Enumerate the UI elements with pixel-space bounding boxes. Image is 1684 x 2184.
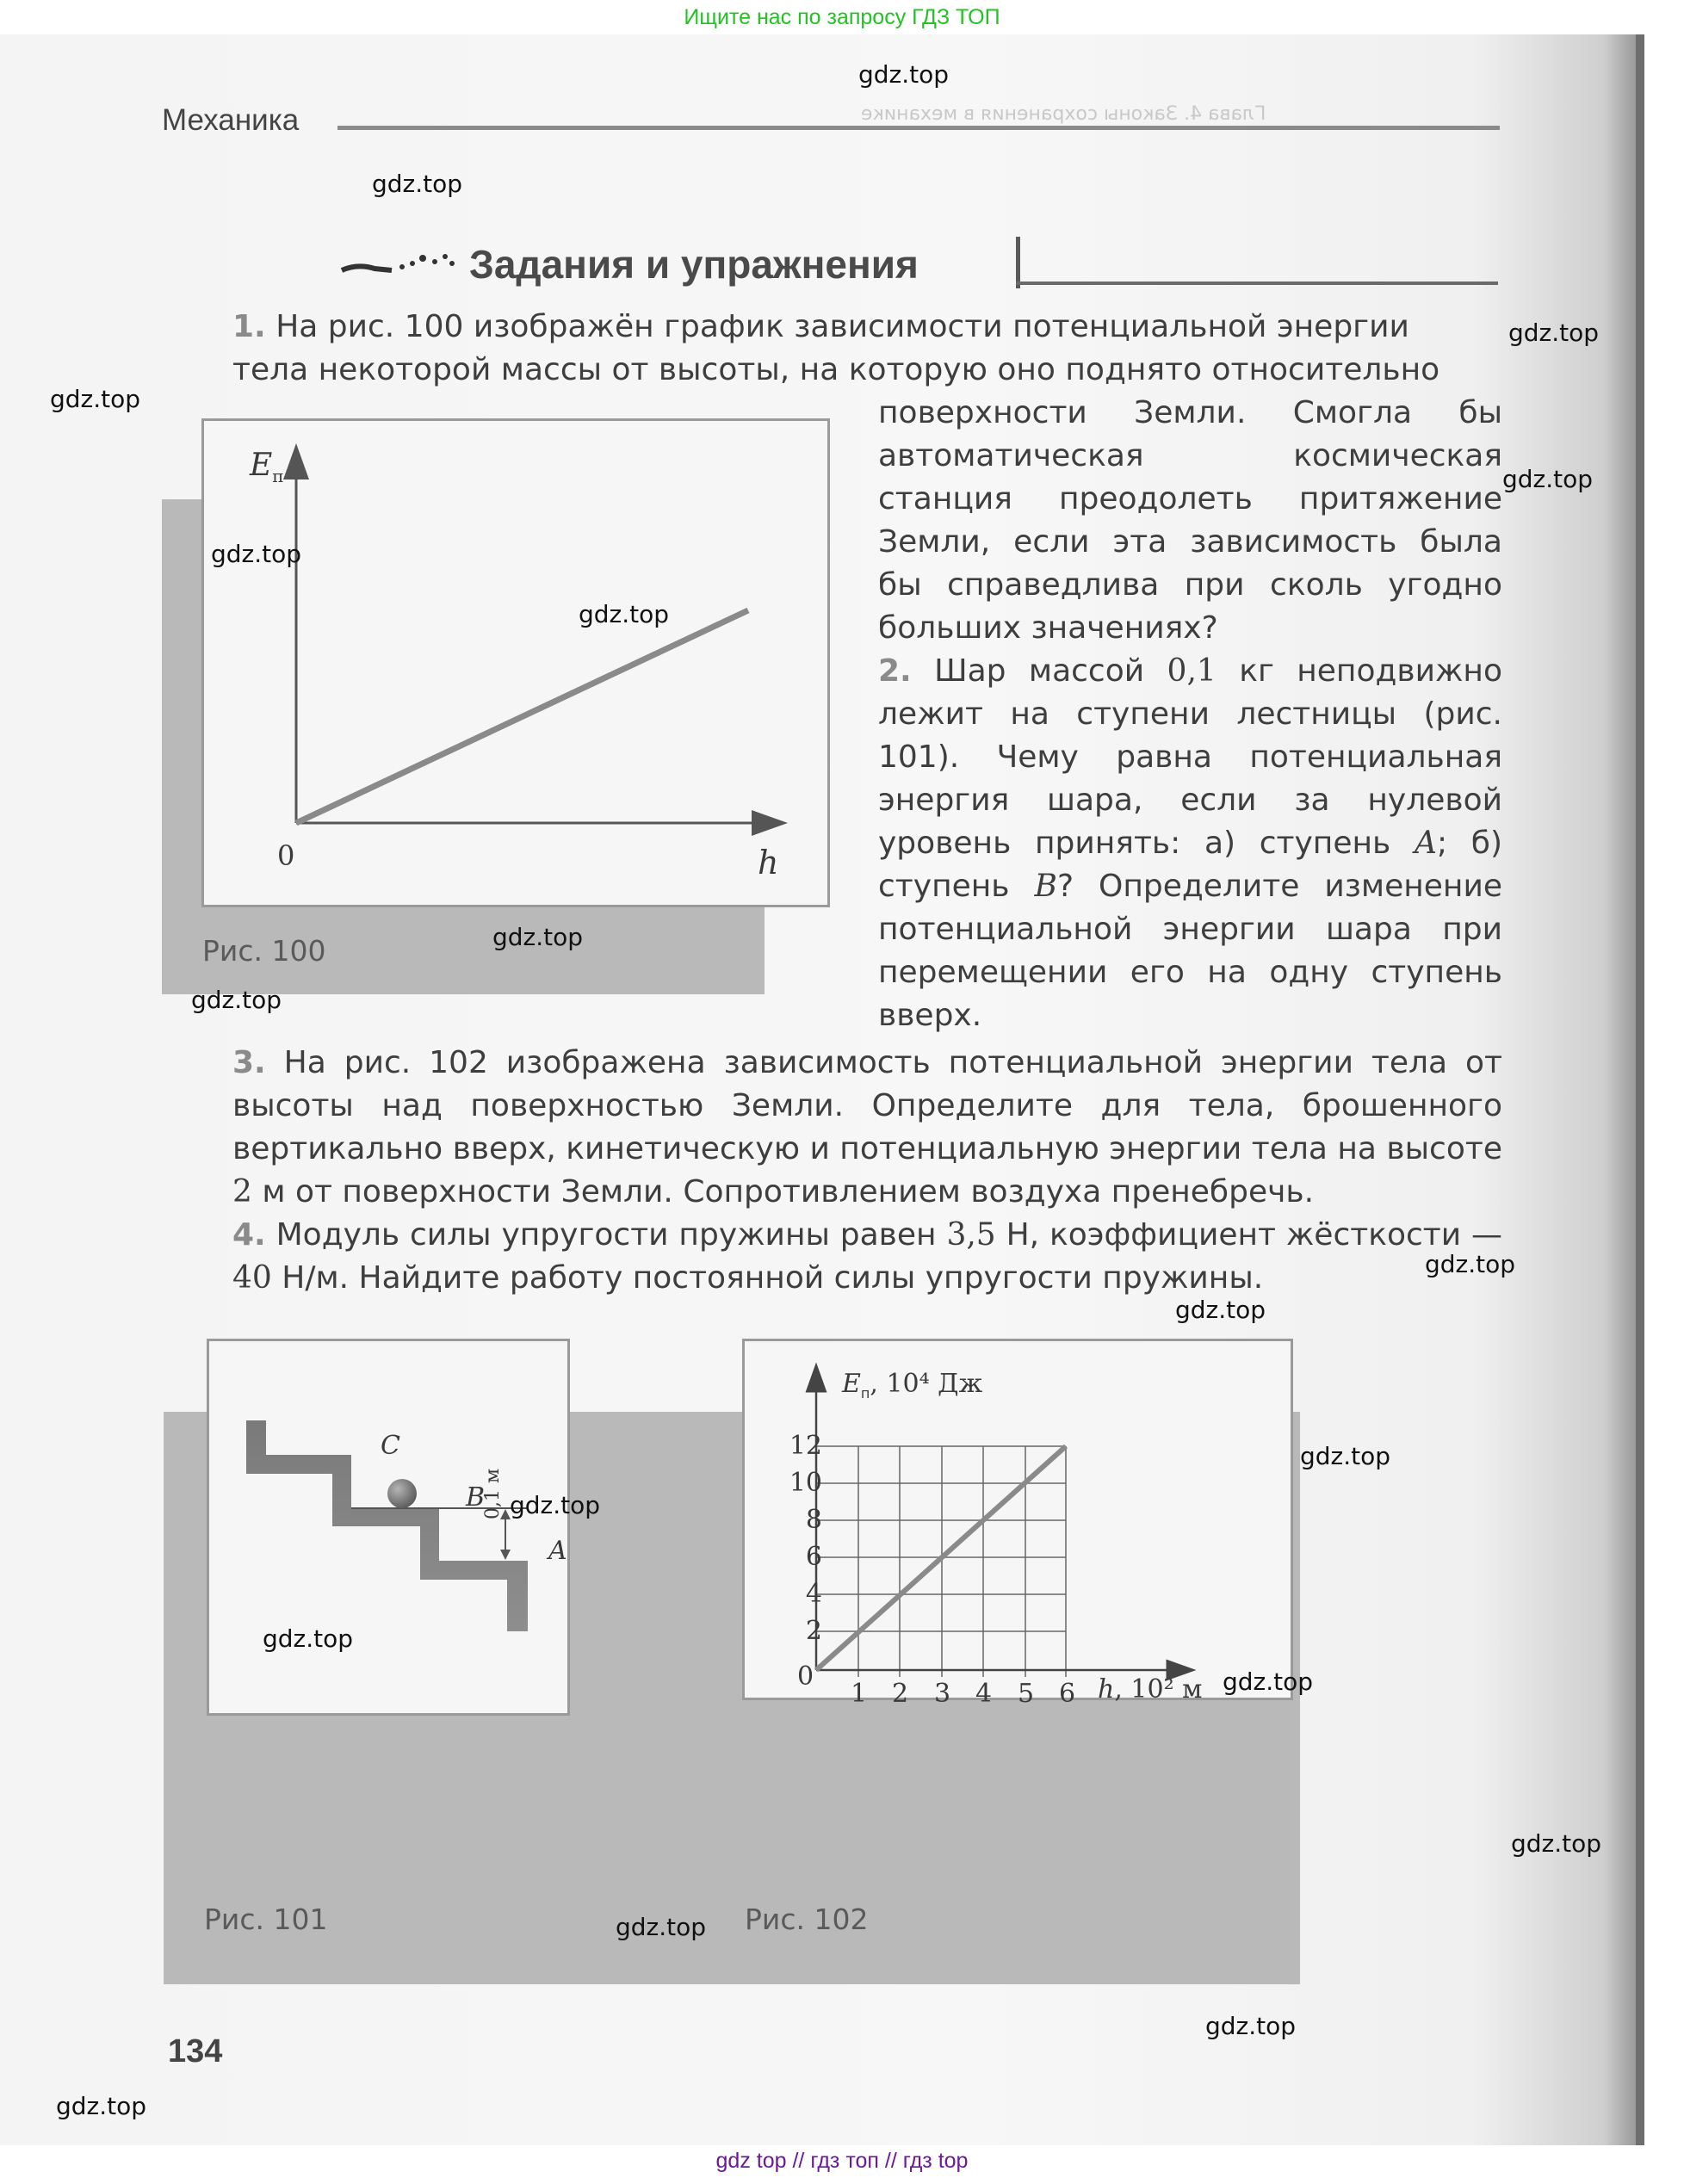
page-number: 134 — [168, 2033, 223, 2070]
fig-100-y-label: $E_п$ — [250, 448, 284, 487]
watermark: gdz.top — [1175, 1296, 1266, 1324]
y-tick-4: 4 — [805, 1579, 822, 1609]
y-tick-12: 12 — [789, 1431, 822, 1461]
x-tick-5: 5 — [1018, 1679, 1035, 1709]
task-4: 4. Модуль силы упругости пружины равен 3,5 Н, коэффициент жёсткости — 40 Н/м. Найдите работу постоянной силы упругости пружины. — [232, 1217, 1502, 1296]
bottom-banner: gdz top // гдз топ // гдз top — [715, 2149, 969, 2173]
stair-label-a: A — [548, 1536, 567, 1566]
fig-101-stairs — [207, 1339, 570, 1716]
x-tick-2: 2 — [892, 1679, 909, 1709]
x-tick-1: 1 — [851, 1679, 868, 1709]
task-1-line-2: тела некоторой массы от высоты, на которую оно поднято относительно — [232, 352, 1440, 387]
watermark: gdz.top — [492, 923, 584, 951]
ghost-running-head: Глава 4. Законы сохранения в механике — [861, 103, 1266, 125]
task-1-line-1: 1. На рис. 100 изображён график зависимости потенциальной энергии — [232, 309, 1409, 344]
fig-102-y-label: $E_п$, 10⁴ Дж — [842, 1369, 983, 1401]
fig-101-caption: Рис. 101 — [204, 1902, 328, 1936]
watermark: gdz.top — [1300, 1442, 1391, 1470]
stair-label-b: B — [466, 1482, 486, 1513]
fig-100-caption: Рис. 100 — [202, 934, 326, 968]
running-head: Механика — [162, 103, 300, 137]
fig-102-caption: Рис. 102 — [745, 1902, 869, 1936]
running-head-rule — [337, 126, 1500, 130]
title-rule — [1016, 282, 1498, 285]
y-tick-2: 2 — [805, 1616, 822, 1646]
watermark: gdz.top — [1502, 465, 1594, 493]
watermark: gdz.top — [1511, 1829, 1602, 1858]
title-bar — [1016, 237, 1020, 288]
x-tick-3: 3 — [934, 1679, 951, 1709]
page-edge — [1636, 34, 1644, 2145]
fig-102-graph — [742, 1339, 1293, 1700]
watermark: gdz.top — [579, 600, 670, 628]
watermark: gdz.top — [510, 1491, 601, 1519]
watermark: gdz.top — [56, 2092, 147, 2120]
task-number: 3. — [232, 1045, 266, 1080]
y-tick-10: 10 — [789, 1468, 822, 1498]
task-number: 2. — [878, 653, 912, 689]
watermark: gdz.top — [263, 1624, 354, 1653]
section-title: Задания и упражнения — [469, 242, 919, 287]
watermark: gdz.top — [1223, 1667, 1314, 1696]
y-tick-6: 6 — [805, 1542, 822, 1572]
fig-100-graph — [201, 418, 830, 907]
top-banner: Ищите нас по запросу ГДЗ ТОП — [684, 5, 1000, 29]
fig-102-x-label: h, 10² м — [1098, 1674, 1203, 1705]
y-tick-8: 8 — [805, 1505, 822, 1535]
watermark: gdz.top — [1508, 319, 1600, 347]
title-decoration-icon — [340, 251, 461, 277]
task-number: 4. — [232, 1217, 266, 1253]
fig-100-origin: 0 — [277, 839, 295, 872]
watermark: gdz.top — [1205, 2012, 1297, 2040]
watermark: gdz.top — [50, 385, 141, 413]
x-tick-4: 4 — [975, 1679, 993, 1709]
stair-label-c: C — [381, 1431, 400, 1461]
fig-102-origin: 0 — [797, 1661, 814, 1692]
task-2: 2. Шар массой 0,1 кг неподвижно лежит на ступени лестницы (рис. 101). Чему равна потенциальная энергия шара, если за нулевой уровень принять: а) ступень A; б) ступень B? Определите изменение потенциальной энергии шара при перемещении его на одну ступень вверх. — [878, 653, 1503, 1033]
watermark: gdz.top — [616, 1913, 707, 1941]
x-tick-6: 6 — [1059, 1679, 1076, 1709]
task-3: 3. На рис. 102 изображена зависимость потенциальной энергии тела от высоты над поверхностью Земли. Определите для тела, брошенного вертикально вверх, кинетическую и потенциальную энергии тела на высоте 2 м от поверхности Земли. Сопротивлением воздуха пренебречь. — [232, 1045, 1502, 1210]
step-height-label: 0,1 м — [482, 1468, 504, 1519]
watermark: gdz.top — [372, 170, 463, 198]
task-number: 1. — [232, 309, 266, 344]
watermark: gdz.top — [211, 540, 302, 568]
watermark: gdz.top — [858, 60, 950, 89]
fig-100-x-label: h — [758, 844, 779, 882]
task-1-rest: поверхности Земли. Смогла бы автоматическая космическая станция преодолеть притяжение Земли, если эта зависимость была бы справедлива при сколь угодно больших значениях? — [878, 395, 1502, 646]
watermark: gdz.top — [1425, 1250, 1516, 1278]
watermark: gdz.top — [191, 986, 282, 1014]
